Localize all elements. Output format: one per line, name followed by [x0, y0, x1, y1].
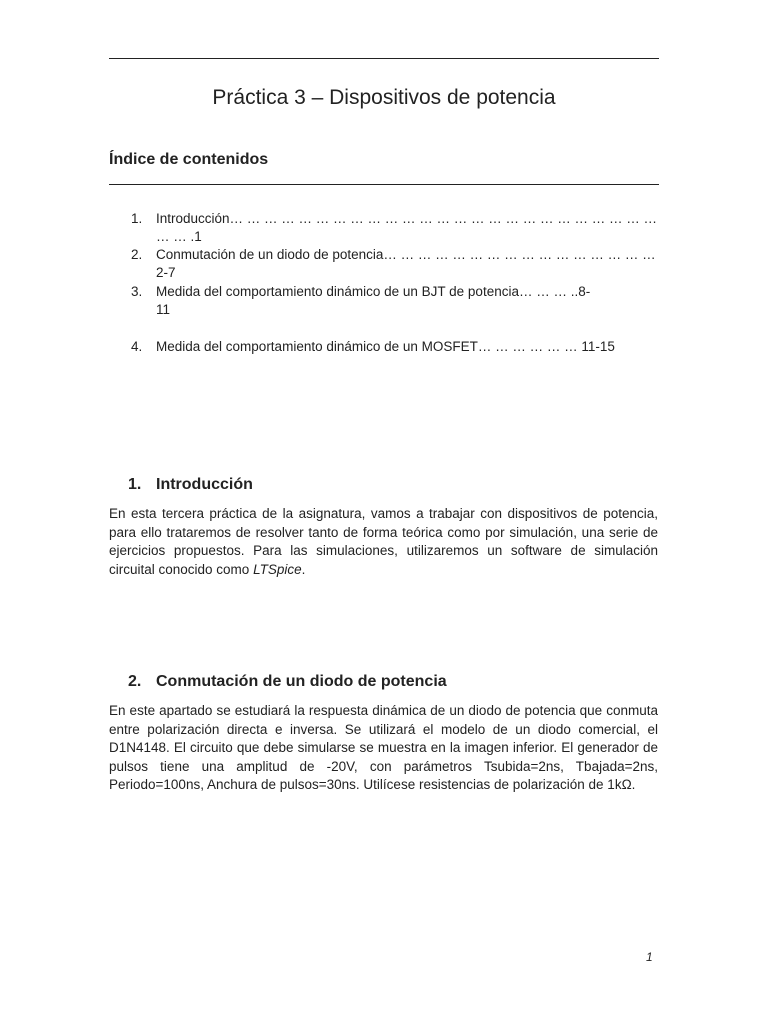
- section-number: 1.: [128, 476, 142, 493]
- toc-item-text: [156, 338, 659, 356]
- section-paragraph-introduccion: [109, 505, 658, 579]
- paragraph-text: En esta tercera práctica de la asignatura, vamos a trabajar con dispositivos de potencia, para ello trataremos de resolver tanto de forma teórica como por simulación, una serie de ejercicios propuestos. Para las simulaciones, utilizaremos un software de simulación circuital conocido como: [109, 506, 658, 577]
- toc-item-text: [156, 210, 659, 246]
- section-number: 2.: [128, 673, 142, 690]
- toc-item-number: 3.: [131, 284, 143, 299]
- toc-item-label: Introducción… … … … … … … … … … … … … … … … … … … … … … … … … … … .1: [156, 211, 658, 244]
- toc-item-label: Medida del comportamiento dinámico de un MOSFET… … … … … … 11-15: [156, 339, 615, 354]
- toc-item-number: 4.: [131, 339, 143, 354]
- toc-item-text: [156, 283, 659, 319]
- toc-heading: Índice de contenidos: [109, 151, 269, 168]
- toc-item-page-tail: 11: [156, 302, 171, 317]
- top-rule: [109, 58, 659, 59]
- software-name: LTSpice: [253, 561, 302, 577]
- section-title: Conmutación de un diodo de potencia: [156, 673, 447, 690]
- toc-item-label: Medida del comportamiento dinámico de un BJT de potencia… … … ..8-: [156, 284, 591, 299]
- paragraph-end: .: [301, 561, 306, 577]
- section-paragraph-conmutacion: En este apartado se estudiará la respuesta dinámica de un diodo de potencia que conmuta entre polarización directa e inversa. Se utilizará el modelo de un diodo comercial, el D1N4148. El circuito que debe simularse se muestra en la imagen inferior. El generador de pulsos tiene una amplitud de -20V, con parámetros Tsubida=2ns, Tbajada=2ns, Periodo=100ns, Anchura de pulsos=30ns. Utilícese resistencias de polarización de 1kΩ.: [109, 703, 658, 792]
- toc-rule: [109, 184, 659, 185]
- toc-item-number: 2.: [131, 247, 143, 262]
- toc-item-text: [156, 246, 659, 282]
- page-number: 1: [646, 950, 653, 964]
- toc-item-label: Conmutación de un diodo de potencia… … … … … … … … … … … … … … … …2-7: [156, 247, 656, 280]
- document-title: Práctica 3 – Dispositivos de potencia: [212, 86, 556, 109]
- section-title: Introducción: [156, 476, 253, 493]
- toc-item-number: 1.: [131, 211, 143, 226]
